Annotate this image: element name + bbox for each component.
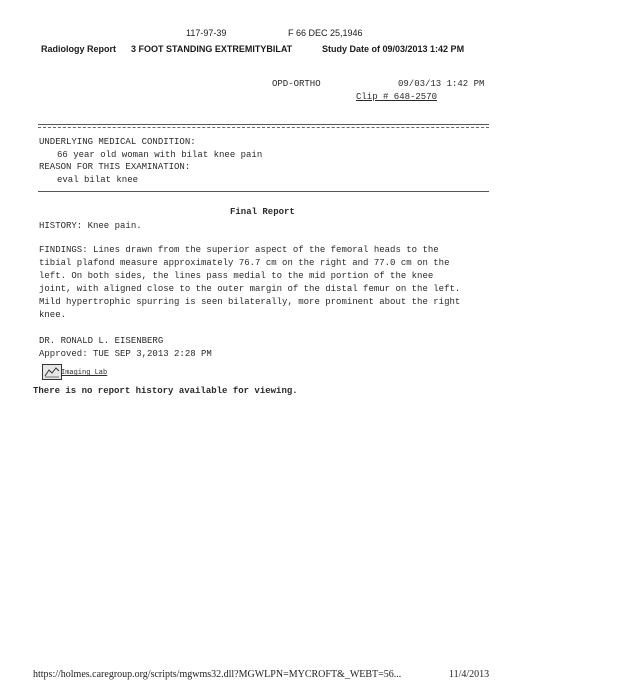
exam-datetime: 09/03/13 1:42 PM [398,79,485,89]
patient-mrn: 117-97-39 [186,28,227,38]
divider-top-dashed [38,127,489,128]
physician-name: DR. RONALD L. EISENBERG [39,336,164,346]
imaging-lab-link[interactable]: Imaging Lab [61,369,108,377]
history-line: HISTORY: Knee pain. [39,221,142,231]
findings-line: FINDINGS: Lines drawn from the superior aspect of the femoral heads to the [39,245,439,255]
exam-name: 3 FOOT STANDING EXTREMITYBILAT [131,44,293,54]
study-date: Study Date of 09/03/2013 1:42 PM [322,44,465,54]
page-url: https://holmes.caregroup.org/scripts/mgwms32.dll?MGWLPN=MYCROFT&_WEBT=56... [33,669,402,680]
print-date: 11/4/2013 [449,669,490,680]
condition-text: 66 year old woman with bilat knee pain [57,150,263,160]
reason-heading: REASON FOR THIS EXAMINATION: [39,162,191,172]
report-title: Final Report [230,207,295,217]
report-history-note: There is no report history available for viewing. [33,386,298,396]
exam-location: OPD-ORTHO [272,79,321,89]
reason-text: eval bilat knee [57,175,139,185]
clip-number: Clip # 648-2570 [356,92,438,102]
findings-line: joint, with aligned close to the outer margin of the distal femur on the left. [39,284,461,294]
findings-line: tibial plafond measure approximately 76.7 cm on the right and 77.0 cm on the [39,258,450,268]
findings-line: knee. [39,310,67,320]
findings-line: Mild hypertrophic spurring is seen bilaterally, more prominent about the right [39,297,461,307]
patient-sex-age-dob: F 66 DEC 25,1946 [288,28,363,38]
divider-mid [38,191,489,192]
imaging-lab-icon[interactable] [42,364,62,380]
approval-line: Approved: TUE SEP 3,2013 2:28 PM [39,349,212,359]
divider-top [38,124,489,125]
findings-line: left. On both sides, the lines pass medial to the mid portion of the knee [39,271,434,281]
condition-heading: UNDERLYING MEDICAL CONDITION: [39,137,196,147]
report-type: Radiology Report [41,44,117,54]
